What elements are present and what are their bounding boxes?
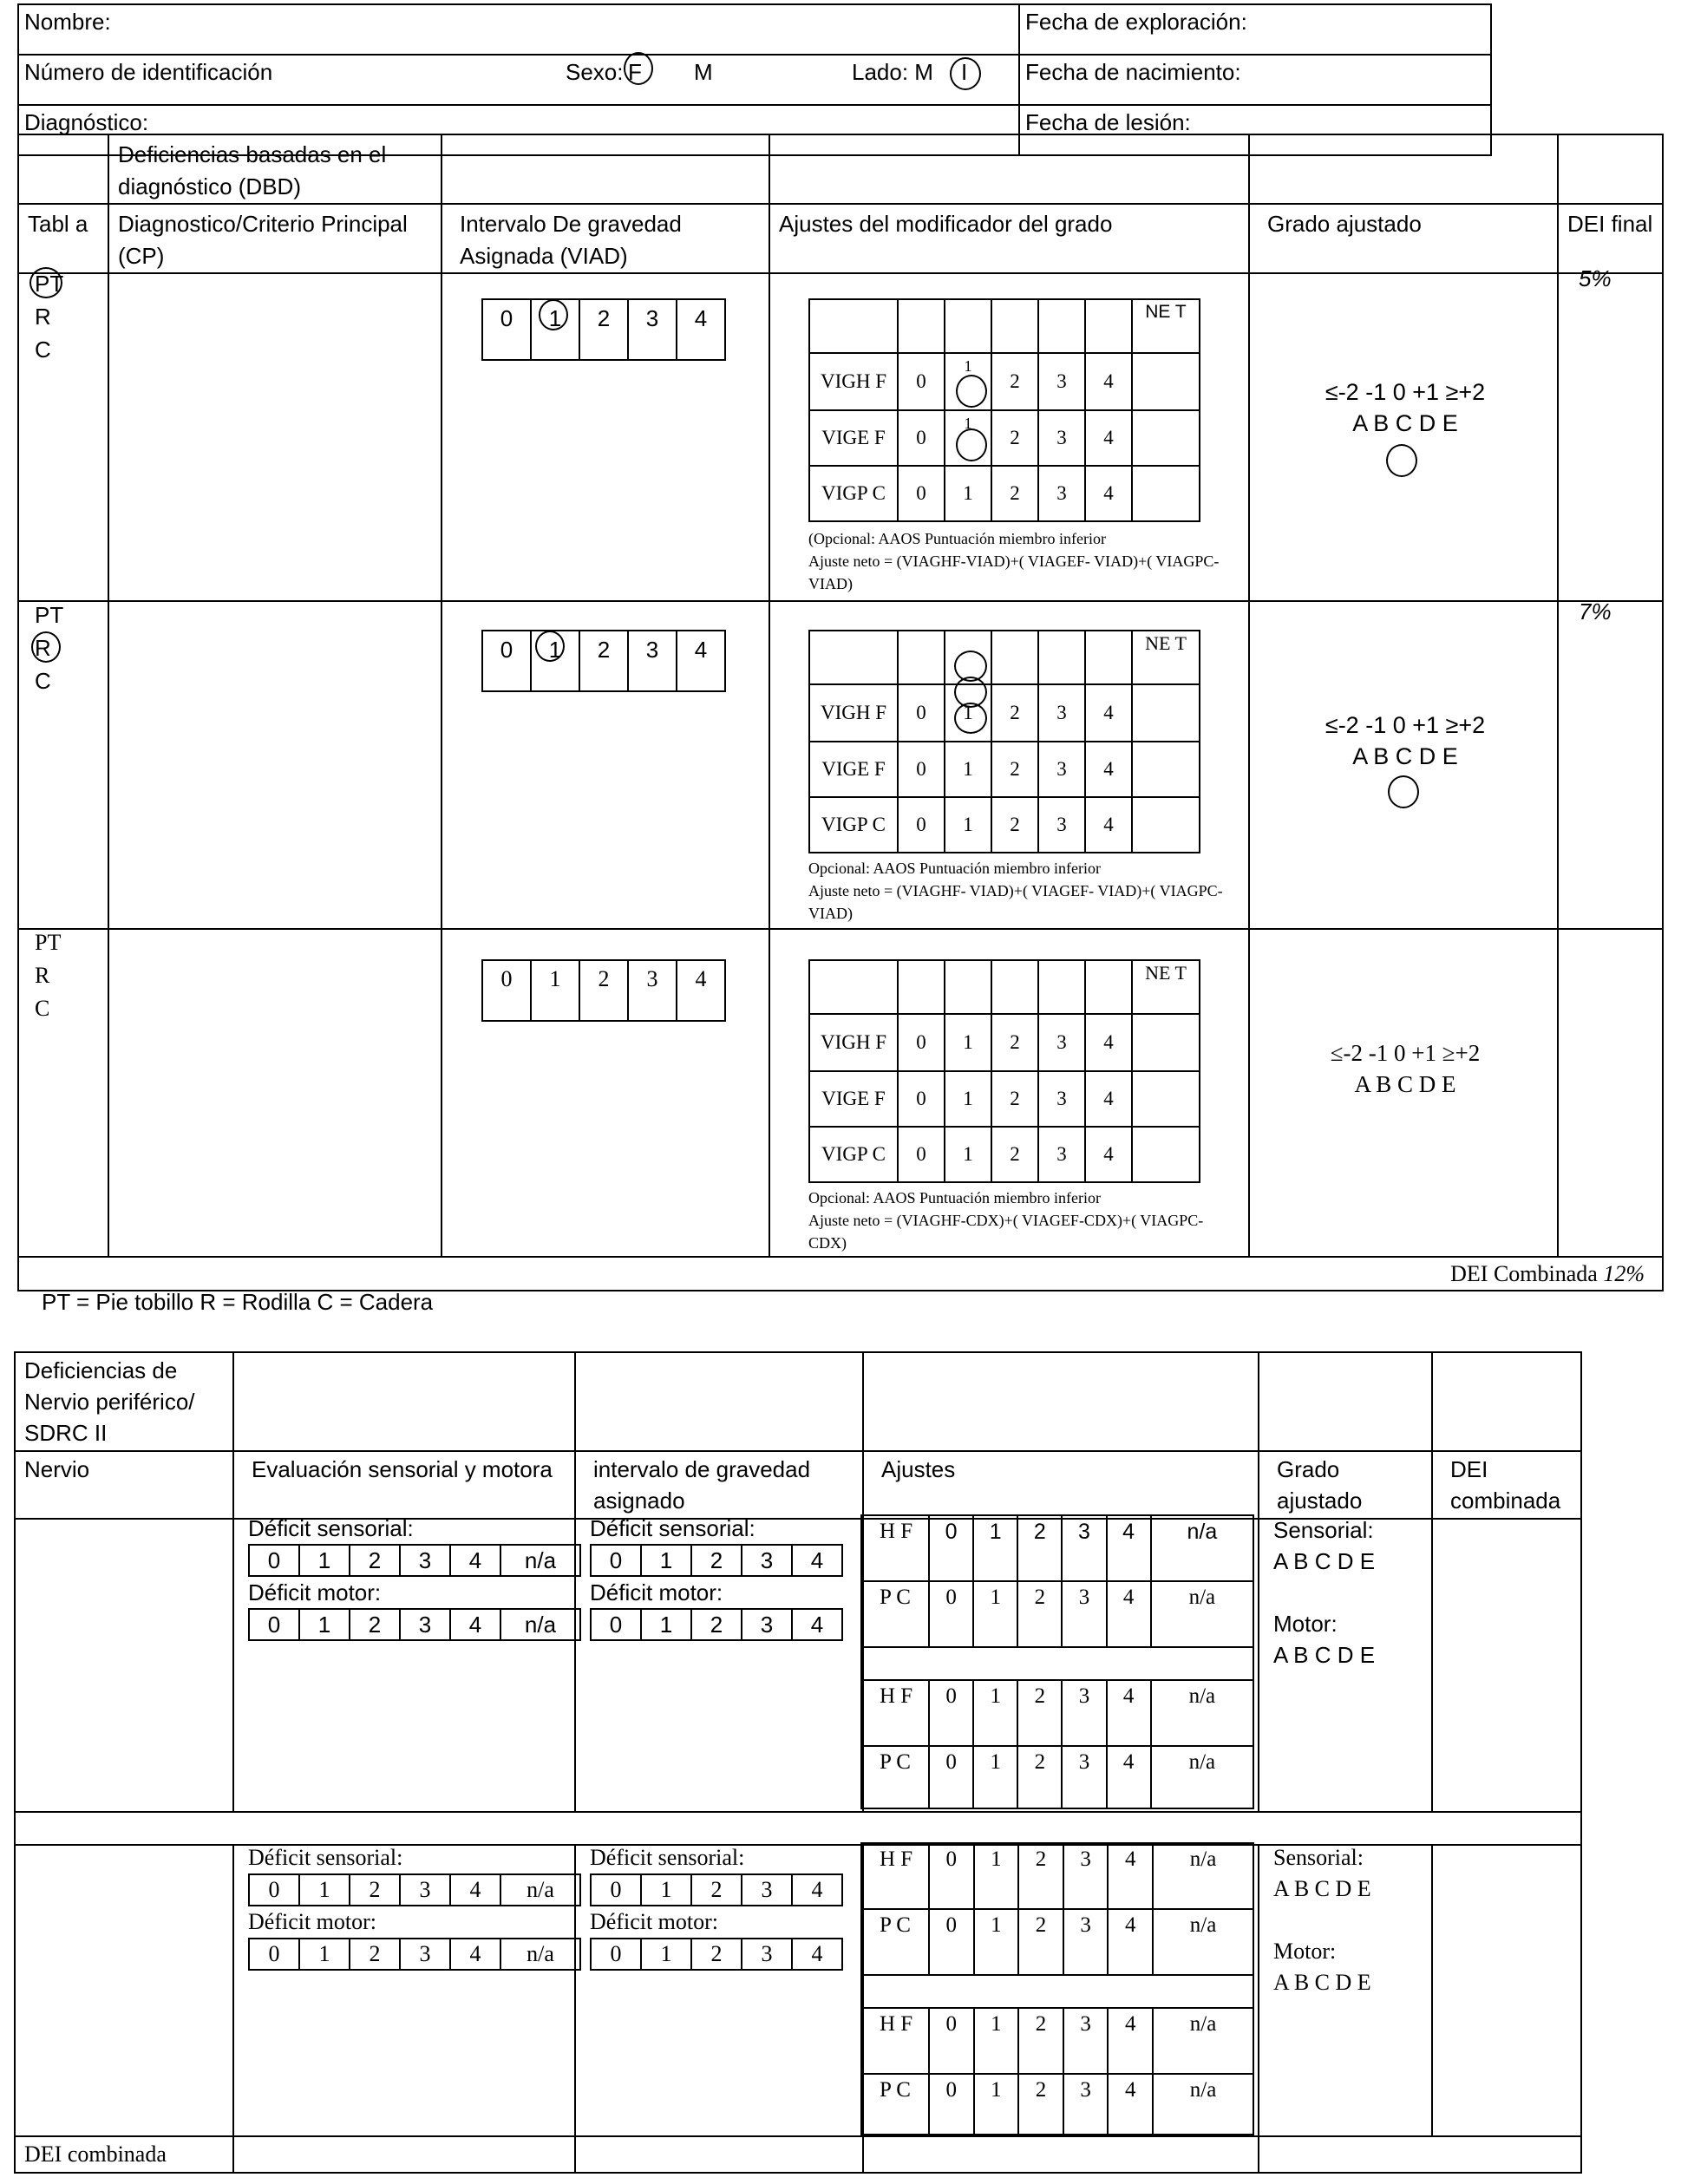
row2-grado-ajustado: ≤-2 -1 0 +1 ≥+2 A B C D E <box>1325 712 1486 769</box>
row1-viad-scale: 0 1 2 3 4 <box>481 298 726 361</box>
fecha-nacimiento-field[interactable] <box>1019 55 1491 105</box>
row3-ajustes: NE T VIGH F 0 1 2 3 4 VIGE F 0 1 2 3 4 VIGP C 0 1 2 3 4 Opcional: AAOS Puntuación miembro inferior Ajuste neto = (VIAGHF-CDX)+( VIAGEF-CDX)+( VIAGPC- CDX) <box>808 959 1225 1254</box>
legend-text: PT = Pie tobillo R = Rodilla C = Cadera <box>42 1289 434 1315</box>
dbd-group-header: Deficiencias basadas en el diagnóstico (DBD) <box>108 134 442 204</box>
nervio2-motor-scale: 0 1 2 3 4 n/a <box>248 1938 581 1971</box>
diagnostico-label: Diagnóstico: <box>24 109 149 135</box>
row3-viad-scale: 0 1 2 3 4 <box>481 959 726 1022</box>
nombre-field[interactable] <box>18 4 1019 55</box>
col-header-viad: Intervalo De gravedad Asignada (VIAD) <box>442 204 769 273</box>
sexo-m-option[interactable]: M <box>694 59 713 85</box>
lado-i-circle-mark <box>950 57 981 90</box>
row1-pt-circle-mark <box>29 267 62 298</box>
nervio2-ajustes: H F 0 1 2 3 4 n/a P C 0 1 2 3 4 n/a H F 0 1 2 3 4 n/a P C 0 1 2 3 4 n/a <box>860 1842 1254 2135</box>
nervio2-grado: Sensorial: A B C D E Motor: A B C D E <box>1273 1845 1371 1995</box>
nervio1-motor-label: Déficit motor: <box>248 1579 382 1605</box>
row2-ajustes: NE T VIGH F 0 1 2 3 4 VIGE F 0 1 2 3 4 VIGP C 0 1 2 3 4 Opcional: AAOS Puntuación miembro inferior Ajuste neto = (VIAGHF- VIAD)+( VIAGEF- VIAD)+( VIAGPC- VIAD) <box>808 630 1225 925</box>
row1-grade-c-circle-mark <box>1386 444 1417 477</box>
col-header-intervalo: intervalo de gravedad asignado <box>575 1451 863 1519</box>
nervio2-intervalo: Déficit sensorial: 0 1 2 3 4 Déficit motor: 0 1 2 3 4 <box>590 1842 843 1971</box>
nervio-table <box>14 1351 1582 2174</box>
numero-label: Número de identificación <box>24 59 273 85</box>
row3-c[interactable]: C <box>35 996 50 1021</box>
dei-combinada-value: 12% <box>1603 1261 1645 1286</box>
fecha-exploracion-label: Fecha de exploración: <box>1025 9 1247 35</box>
nervio1-grado: Sensorial: A B C D E Motor: A B C D E <box>1273 1517 1376 1668</box>
row2-grade-c-circle-mark <box>1388 775 1419 808</box>
col-header-eval: Evaluación sensorial y motora <box>233 1451 575 1519</box>
row2-r-circle-mark <box>31 631 61 663</box>
lado-label: Lado: M <box>852 59 933 85</box>
nervio1-intervalo-sensorial-scale: 0 1 2 3 4 <box>590 1544 843 1577</box>
col-header-dei: DEI final <box>1558 204 1663 273</box>
nervio1-ajustes: H F 0 1 2 3 4 n/a P C 0 1 2 3 4 n/a H F 0 1 2 3 4 n/a P C 0 1 2 3 4 n/a <box>860 1514 1254 1809</box>
row3-r[interactable]: R <box>35 963 50 988</box>
nervio-group-header: Deficiencias de Nervio periférico/ SDRC II <box>15 1352 233 1451</box>
nervio2-sensorial-scale: 0 1 2 3 4 n/a <box>248 1873 581 1906</box>
row3-note: Opcional: AAOS Puntuación miembro inferior Ajuste neto = (VIAGHF-CDX)+( VIAGEF-CDX)+( VIAGPC- CDX) <box>808 1189 1204 1252</box>
row1-grado-ajustado: ≤-2 -1 0 +1 ≥+2 A B C D E <box>1325 379 1486 436</box>
col-header-tabla: Tabl a <box>18 204 108 273</box>
sexo-f-option[interactable]: F <box>628 59 642 85</box>
row2-vighf-circle-mark <box>954 703 987 734</box>
nervio1-eval <box>248 1513 581 1641</box>
row2-c[interactable]: C <box>35 668 51 694</box>
col-header-nervio: Nervio <box>15 1451 233 1519</box>
dei-combinada-label: DEI Combinada <box>1450 1261 1598 1286</box>
row3-grado-ajustado: ≤-2 -1 0 +1 ≥+2 A B C D E <box>1330 1040 1481 1097</box>
col-header-cp: Diagnostico/Criterio Principal (CP) <box>108 204 442 273</box>
col-header-dei-combinada: DEI combinada <box>1432 1451 1581 1519</box>
identificacion-field[interactable] <box>18 55 1019 105</box>
dei-combinada-row <box>18 1257 1663 1291</box>
fecha-exploracion-field[interactable] <box>1019 4 1491 55</box>
row1-vigef-circle-mark <box>956 428 987 461</box>
fecha-nacimiento-label: Fecha de nacimiento: <box>1025 59 1241 85</box>
col-header-grado: Grado ajustado <box>1249 204 1558 273</box>
row2-dei-final: 7% <box>1579 598 1612 624</box>
nervio2-intervalo-motor-scale: 0 1 2 3 4 <box>590 1938 843 1971</box>
lado-i-option[interactable]: I <box>961 59 968 85</box>
col-header-ajustes: Ajustes del modificador del grado <box>769 204 1249 273</box>
row2-viad-circle-mark <box>535 631 565 662</box>
row1-ajustes: NE T VIGH F 0 1 2 3 4 VIGE F 0 1 2 3 4 VIGP C 0 1 2 3 4 (Opcional: AAOS Puntuación miembro inferior Ajuste neto = (VIAGHF-VIAD)+( VIAGEF- VIAD)+( VIAGPC- VIAD) <box>808 298 1225 595</box>
row1-pt[interactable]: PT <box>35 271 64 297</box>
row3-tabla-labels <box>35 926 61 1025</box>
sexo-label: Sexo: <box>566 59 624 85</box>
row2-viad-scale: 0 1 2 3 4 <box>481 630 726 692</box>
row1-viad-circle-mark <box>539 299 568 330</box>
nervio1-sensorial-scale: 0 1 2 3 4 n/a <box>248 1544 581 1577</box>
row2-r[interactable]: R <box>35 635 51 661</box>
row1-dei-final: 5% <box>1579 265 1612 291</box>
nombre-label: Nombre: <box>24 9 111 35</box>
row1-c[interactable]: C <box>35 337 51 363</box>
row1-r[interactable]: R <box>35 304 51 330</box>
row1-vighf-circle-mark <box>956 375 987 408</box>
row3-pt[interactable]: PT <box>35 930 62 955</box>
dbd-blank-cell <box>18 134 108 204</box>
nervio1-intervalo-motor-scale: 0 1 2 3 4 <box>590 1608 843 1641</box>
fecha-lesion-label: Fecha de lesión: <box>1025 109 1191 135</box>
col-header-ajustes: Ajustes <box>863 1451 1259 1519</box>
col-header-grado: Grado ajustado <box>1259 1451 1432 1519</box>
sexo-f-circle-mark <box>624 52 653 85</box>
row2-pt[interactable]: PT <box>35 602 64 628</box>
row2-note: Opcional: AAOS Puntuación miembro inferior Ajuste neto = (VIAGHF- VIAD)+( VIAGEF- VIAD)+( VIAGPC- VIAD) <box>808 860 1223 922</box>
nervio1-motor-scale: 0 1 2 3 4 n/a <box>248 1608 581 1641</box>
nervio1-intervalo: Déficit sensorial: 0 1 2 3 4 Déficit motor: 0 1 2 3 4 <box>590 1513 843 1641</box>
nervio2-intervalo-sensorial-scale: 0 1 2 3 4 <box>590 1873 843 1906</box>
nervio2-eval: Déficit sensorial: 0 1 2 3 4 n/a Déficit motor: 0 1 2 3 4 n/a <box>248 1842 581 1971</box>
dei-combinada-footer: DEI combinada <box>15 2136 233 2173</box>
row1-note: (Opcional: AAOS Puntuación miembro inferior Ajuste neto = (VIAGHF-VIAD)+( VIAGEF- VIAD)+( VIAGPC- VIAD) <box>808 530 1220 592</box>
nervio1-sensorial-label: Déficit sensorial: <box>248 1515 414 1541</box>
